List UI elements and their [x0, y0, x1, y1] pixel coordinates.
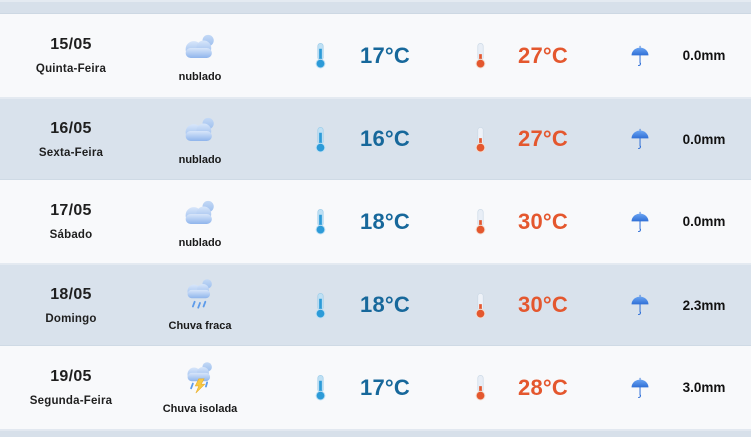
date-cell: [0, 368, 142, 407]
min-temp: 17°C: [360, 374, 410, 400]
max-temp: 28°C: [518, 374, 568, 400]
blue-thermometer-icon: [290, 126, 350, 153]
weekday-label: Quinta-Feira: [35, 63, 107, 75]
condition-label: nublado: [178, 154, 222, 166]
forecast-row[interactable]: [0, 180, 751, 263]
min-temp: 18°C: [360, 292, 410, 317]
date-label: 16/05: [50, 119, 92, 137]
cloudy-icon: [180, 29, 220, 67]
next-row-edge: [0, 429, 751, 437]
blue-thermometer-icon: [290, 208, 350, 235]
umbrella-icon: [610, 128, 670, 150]
precipitation-value: 0.0mm: [682, 131, 726, 147]
min-temp: 17°C: [360, 42, 410, 68]
forecast-row[interactable]: [0, 14, 751, 97]
weekday-label: Sábado: [49, 229, 93, 241]
cloudy-icon: [180, 112, 220, 150]
precipitation-value: 2.3mm: [682, 297, 726, 313]
condition-cell: [142, 361, 258, 415]
condition-cell: [142, 278, 258, 332]
forecast-row[interactable]: [0, 97, 751, 180]
condition-cell: [142, 29, 258, 83]
light-rain-icon: [181, 278, 219, 316]
red-thermometer-icon: [450, 208, 510, 235]
precipitation-value: 0.0mm: [682, 214, 726, 229]
max-temp: 27°C: [518, 42, 568, 68]
date-cell: [0, 202, 142, 241]
blue-thermometer-icon: [290, 292, 350, 319]
red-thermometer-icon: [450, 374, 510, 401]
date-label: 18/05: [50, 285, 92, 303]
umbrella-icon: [610, 211, 670, 233]
forecast-row[interactable]: [0, 346, 751, 429]
red-thermometer-icon: [450, 126, 510, 153]
precipitation-value: 0.0mm: [682, 48, 726, 63]
max-temp: 30°C: [518, 208, 568, 234]
red-thermometer-icon: [450, 292, 510, 319]
condition-label: nublado: [178, 70, 222, 83]
max-temp: 27°C: [518, 126, 568, 151]
min-temp: 18°C: [360, 208, 410, 234]
date-label: 19/05: [50, 368, 92, 385]
umbrella-icon: [610, 377, 670, 399]
isolated-rain-icon: [181, 361, 219, 399]
condition-cell: [142, 195, 258, 249]
precipitation-value: 3.0mm: [682, 380, 726, 395]
umbrella-icon: [610, 294, 670, 316]
condition-label: Chuva isolada: [162, 402, 238, 415]
weekday-label: Domingo: [45, 312, 97, 325]
umbrella-icon: [610, 45, 670, 67]
max-temp: 30°C: [518, 292, 568, 317]
weekday-label: Sexta-Feira: [38, 146, 104, 159]
min-temp: 16°C: [360, 126, 410, 151]
cloudy-icon: [180, 195, 220, 233]
previous-row-edge: [0, 0, 751, 14]
forecast-row[interactable]: [0, 263, 751, 346]
date-cell: [0, 286, 142, 325]
condition-label: nublado: [178, 236, 222, 249]
date-cell: [0, 36, 142, 75]
red-thermometer-icon: [450, 42, 510, 69]
condition-label: Chuva fraca: [168, 320, 232, 332]
date-cell: [0, 120, 142, 159]
date-label: 17/05: [50, 202, 92, 219]
condition-cell: [142, 112, 258, 166]
blue-thermometer-icon: [290, 42, 350, 69]
weekday-label: Segunda-Feira: [29, 395, 113, 407]
date-label: 15/05: [50, 36, 92, 53]
blue-thermometer-icon: [290, 374, 350, 401]
